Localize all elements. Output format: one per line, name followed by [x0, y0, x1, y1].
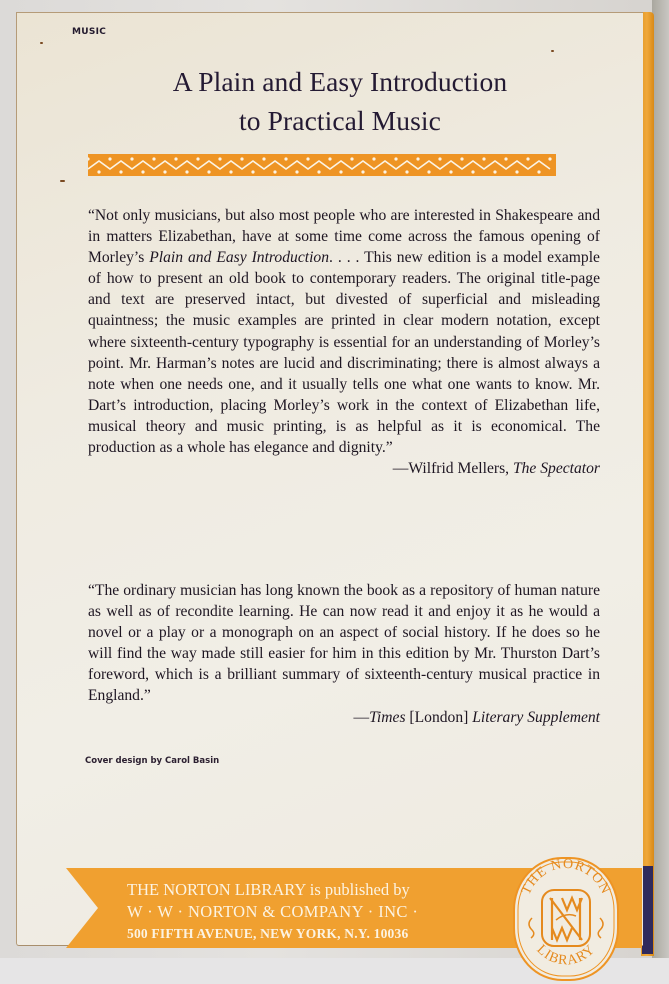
paper-speck [551, 50, 554, 52]
band-dot [174, 157, 177, 160]
review-1-book-title: Plain and Easy Introduction [149, 249, 329, 267]
band-dot [372, 157, 375, 160]
band-dot [196, 157, 199, 160]
band-dot [251, 170, 254, 173]
band-dot [394, 157, 397, 160]
band-dot [262, 157, 265, 160]
logo-text-top: THE NORTON [518, 856, 614, 898]
review-2-source-a: Times [369, 708, 406, 726]
book-title-line-1: A Plain and Easy Introduction [172, 66, 508, 97]
band-dot [185, 170, 188, 173]
logo-text-bottom: LIBRARY [533, 942, 599, 969]
book-title [60, 62, 620, 140]
decorative-zigzag-band [88, 154, 556, 176]
band-dot [207, 170, 210, 173]
band-dot [515, 170, 518, 173]
review-1-source: The Spectator [512, 460, 600, 478]
review-quote-2 [88, 580, 600, 728]
band-dot [229, 170, 232, 173]
band-dot [350, 157, 353, 160]
band-dot [383, 170, 386, 173]
band-dot [416, 157, 419, 160]
band-dot [339, 170, 342, 173]
band-dot [97, 170, 100, 173]
band-dot [317, 170, 320, 173]
band-dot [427, 170, 430, 173]
band-dot [449, 170, 452, 173]
review-1-text [88, 205, 600, 458]
band-dot [537, 170, 540, 173]
publisher-line-1: THE NORTON LIBRARY is published by [127, 880, 410, 899]
publisher-line-2: W · W · NORTON & COMPANY · INC · [127, 902, 419, 921]
band-dot [328, 157, 331, 160]
band-dot [119, 170, 122, 173]
book-title-line-2: to Practical Music [239, 105, 441, 136]
band-dot [482, 157, 485, 160]
band-dot [405, 170, 408, 173]
band-dot [141, 170, 144, 173]
band-dot [295, 170, 298, 173]
publisher-info [127, 879, 487, 945]
band-dot [548, 157, 551, 160]
band-dot [284, 157, 287, 160]
band-dot [460, 157, 463, 160]
band-dot [471, 170, 474, 173]
review-1-text-b: . . . . This new edition is a model example of how to present an old book to contemporary readers. The original title-page and text are preserved intact, but divested of superficial and misleading quaintness; the music examples are printed in clear modern notation, except where sixteenth-century typography is essential for an understanding of Morley’s point. Mr. Harman’s notes are lucid and discriminating; there is almost always a note when one needs one, and it usually tells one what one wants to know. Mr. Dart’s introduction, placing Morley’s work in the context of Elizabethan life, musical theory and music printing, is as helpful as it is economical. The production as a whole has elegance and dignity.” [88, 249, 600, 457]
review-2-source-middle: [London] [405, 708, 473, 726]
band-dot [438, 157, 441, 160]
band-dot [306, 157, 309, 160]
category-label: MUSIC [72, 27, 107, 37]
review-1-author: —Wilfrid Mellers, [392, 460, 513, 478]
band-dot [108, 157, 111, 160]
review-2-attribution [88, 707, 600, 728]
publisher-address: 500 FIFTH AVENUE, NEW YORK, N.Y. 10036 [127, 926, 409, 941]
photo-background-right [652, 0, 669, 984]
norton-library-logo [510, 854, 622, 984]
book-spine-navy-band [642, 866, 653, 954]
band-dot [493, 170, 496, 173]
band-dot [218, 157, 221, 160]
band-dot [152, 157, 155, 160]
cover-design-credit: Cover design by Carol Basin [85, 756, 220, 766]
review-1-text-a: “Not only musicians, but also most people who are interested in Shakespeare and in matters Elizabethan, have at some time come across the famous opening of Morley’s [88, 207, 600, 267]
band-dot [526, 157, 529, 160]
band-dot [361, 170, 364, 173]
review-1-attribution [88, 458, 600, 479]
band-dot [240, 157, 243, 160]
band-dot [163, 170, 166, 173]
review-quote-1 [88, 205, 600, 479]
band-dot [130, 157, 133, 160]
paper-speck [60, 180, 65, 182]
paper-speck [40, 42, 43, 44]
review-2-dash: — [353, 708, 370, 726]
review-2-source-b: Literary Supplement [472, 708, 600, 726]
band-dot [273, 170, 276, 173]
review-2-text: “The ordinary musician has long known the book as a repository of human nature as well as of recondite learning. He can now read it and enjoy it as he would a novel or a play or a monograph on an aspect of social history. If he does so he will find the way made still easier for him in this edition by Mr. Thurston Dart’s foreword, which is a brilliant summary of sixteenth-century musical practice in England.” [88, 582, 600, 705]
band-dot [504, 157, 507, 160]
